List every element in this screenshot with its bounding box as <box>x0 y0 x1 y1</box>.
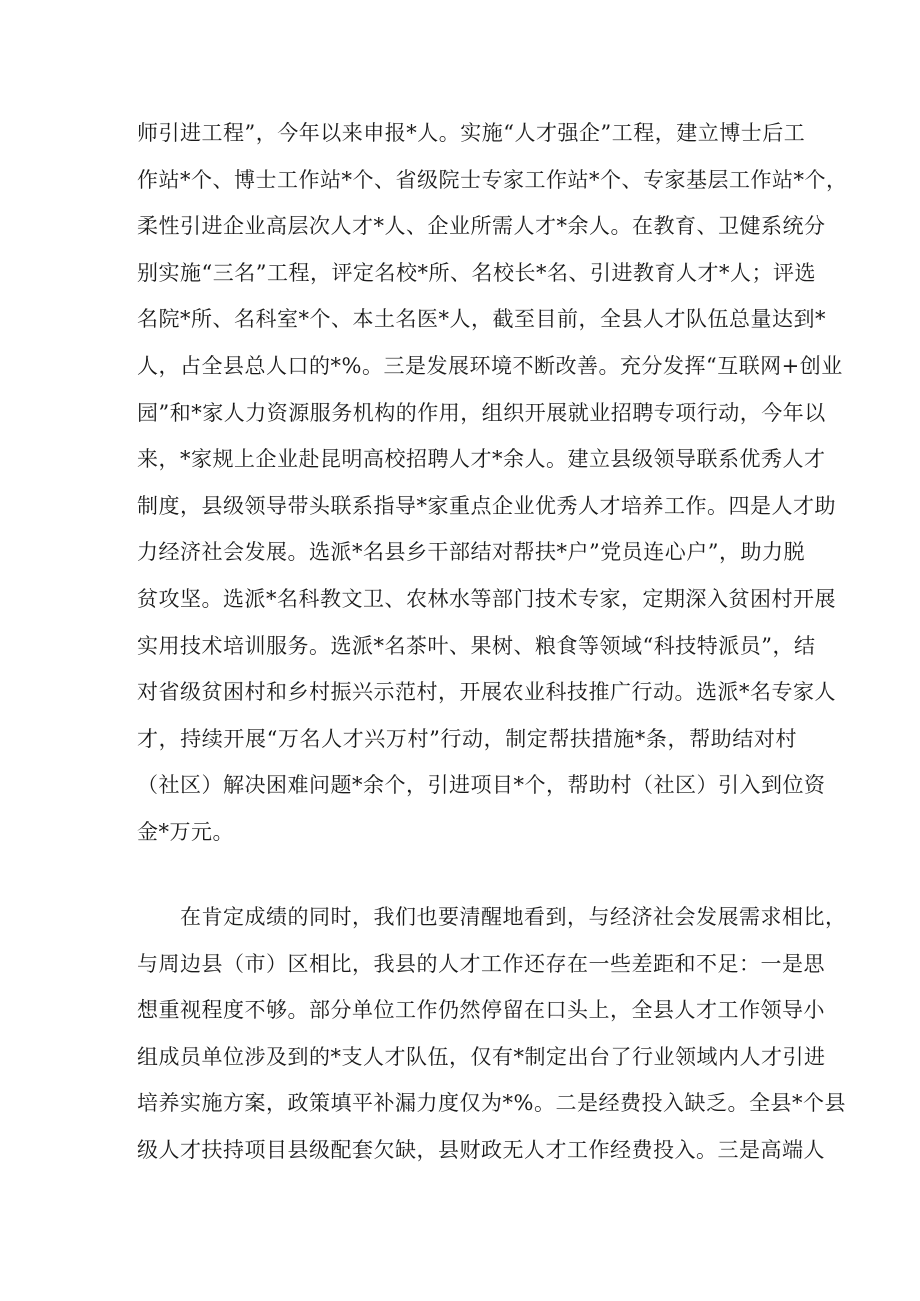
text-line: 组成员单位涉及到的*支人才队伍，仅有*制定出台了行业领域内人才引进 <box>137 1044 826 1069</box>
text-line: 金*万元。 <box>137 819 234 844</box>
text-line: 才，持续开展“万名人才兴万村”行动，制定帮扶措施*条，帮助结对村 <box>137 726 797 751</box>
text-line: 名院*所、名科室*个、本土名医*人，截至目前，全县人才队伍总量达到* <box>137 307 826 332</box>
text-line: 柔性引进企业高层次人才*人、企业所需人才*余人。在教育、卫健系统分 <box>137 214 826 239</box>
text-line: 贫攻坚。选派*名科教文卫、农林水等部门技术专家，定期深入贫困村开展 <box>137 586 836 611</box>
text-line: 级人才扶持项目县级配套欠缺，县财政无人才工作经费投入。三是高端人 <box>137 1137 825 1162</box>
text-line: 制度，县级领导带头联系指导*家重点企业优秀人才培养工作。四是人才助 <box>137 493 836 518</box>
text-line: 力经济社会发展。选派*名县乡干部结对帮扶*户”党员连心户”，助力脱 <box>137 540 805 565</box>
text-line: 人，占全县总人口的*%。三是发展环境不断改善。充分发挥“互联网+创业 <box>137 353 843 378</box>
text-line: 与周边县（市）区相比，我县的人才工作还存在一些差距和不足：一是思 <box>137 951 825 976</box>
text-line: 师引进工程”，今年以来申报*人。实施“人才强企”工程，建立博士后工 <box>137 121 806 145</box>
text-line: 作站*个、博士工作站*个、省级院士专家工作站*个、专家基层工作站*个， <box>137 167 848 192</box>
text-line: 来，*家规上企业赴昆明高校招聘人才*余人。建立县级领导联系优秀人才 <box>137 447 826 472</box>
text-line: 别实施“三名”工程，评定名校*所、名校长*名、引进教育人才*人；评选 <box>137 260 816 285</box>
text-line: 对省级贫困村和乡村振兴示范村，开展农业科技推广行动。选派*名专家人 <box>137 680 836 705</box>
text-line: 园”和*家人力资源服务机构的作用，组织开展就业招聘专项行动，今年以 <box>137 400 826 425</box>
text-line: 培养实施方案，政策填平补漏力度仅为*%。二是经费投入缺乏。全县*个县 <box>137 1091 846 1116</box>
text-line: （社区）解决困难问题*余个，引进项目*个，帮助村（社区）引入到位资 <box>137 773 826 798</box>
text-line: 想重视程度不够。部分单位工作仍然停留在口头上，全县人才工作领导小 <box>137 998 825 1023</box>
paragraph-2 <box>137 894 847 1174</box>
text-line: 实用技术培训服务。选派*名茶叶、果树、粮食等领域“科技特派员”，结 <box>137 633 816 658</box>
paragraph-1 <box>137 110 848 856</box>
text-line: 在肯定成绩的同时，我们也要清醒地看到，与经济社会发展需求相比， <box>137 905 847 929</box>
